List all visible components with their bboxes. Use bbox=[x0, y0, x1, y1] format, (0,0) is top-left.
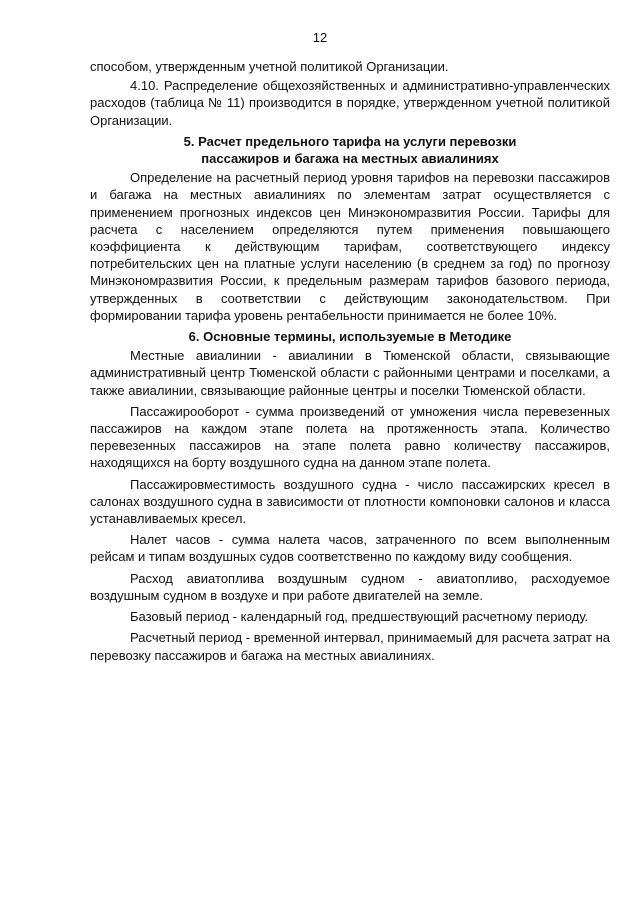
paragraph-continuation: способом, утвержденным учетной политикой Организации. bbox=[90, 59, 449, 74]
term-fuel-consumption: Расход авиатоплива воздушным судном - авиатопливо, расходуемое воздушным судном в воздухе и при работе двигателей на земле. bbox=[90, 570, 610, 603]
term-base-period: Базовый период - календарный год, предшествующий расчетному периоду. bbox=[130, 609, 589, 625]
section-5-heading-line-2: пассажиров и багажа на местных авиалиниях bbox=[201, 151, 499, 167]
term-passenger-turnover: Пассажирооборот - сумма произведений от умножения числа перевезенных пассажиров на каждом этапе полета на протяженность этапа. Количество перевезенных пассажиров на этапе полета равно количеству пассажиров, находящихся на борту воздушного судна на данном этапе полета. bbox=[90, 403, 610, 471]
section-5-paragraph: Определение на расчетный период уровня тарифов на перевозки пассажиров и багажа на местных авиалиниях по элементам затрат осуществляется с применением прогнозных индексов цен Минэкономразвития России. Тарифы для расчета с населением определяются путем применения повышающего коэффициента к действующим тарифам, соответствующего индексу потребительских цен на платные услуги населению (в среднем за год) по прогнозу Минэкономразвития России, к предельным размерам тарифов базового периода, утвержденных в соответствии с действующим законодательством. При формировании тарифа уровень рентабельности принимается не более 10%. bbox=[90, 170, 610, 323]
term-calculation-period: Расчетный период - временной интервал, принимаемый для расчета затрат на перевозку пассажиров и багажа на местных авиалиниях. bbox=[90, 630, 610, 663]
section-6-heading bbox=[90, 328, 610, 345]
term-passenger-capacity: Пассажировместимость воздушного судна - число пассажирских кресел в салонах воздушного судна в зависимости от плотности компоновки салонов и класса устанавливаемых кресел. bbox=[90, 476, 610, 527]
section-6-heading-text: 6. Основные термины, используемые в Методике bbox=[188, 329, 512, 345]
term-local-airlines: Местные авиалинии - авиалинии в Тюменской области, связывающие административный центр Тюменской области с районными центрами и поселками, а также авиалинии, связывающие районные центры и поселки Тюменской области. bbox=[90, 348, 610, 398]
section-5-heading-line-1: 5. Расчет предельного тарифа на услуги перевозки bbox=[183, 133, 517, 149]
paragraph-4-10: 4.10. Распределение общехозяйственных и административно-управленческих расходов (таблица № 11) производится в порядке, утвержденном учетной политикой Организации. bbox=[90, 78, 610, 128]
section-5-heading bbox=[90, 133, 610, 167]
page-number: 12 bbox=[312, 30, 328, 45]
document-body bbox=[90, 58, 610, 664]
term-flight-hours: Налет часов - сумма налета часов, затраченного по всем выполненным рейсам и типам воздушных судов соответственно по каждому виду сообщения. bbox=[90, 532, 610, 565]
